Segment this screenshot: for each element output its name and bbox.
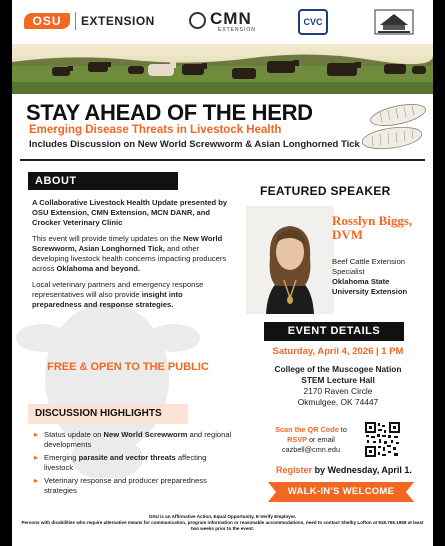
register-deadline — [256, 465, 432, 475]
list-item — [34, 430, 234, 449]
about-heading: ABOUT — [28, 172, 178, 190]
osu-extension-label: EXTENSION — [81, 14, 155, 28]
about-clinic: Crocker Veterinary Clinic — [32, 218, 123, 227]
speaker-title: Beef Cattle Extension Specialist — [332, 257, 406, 276]
legal-footer — [20, 514, 425, 533]
osu-logo: OSU — [24, 13, 70, 29]
about-intro-text: A Collaborative Livestock Health Update presented by — [32, 198, 228, 207]
about-p3-insight: insight into preparedness and response strategies. — [32, 290, 183, 309]
speaker-organization: Oklahoma State University Extension — [332, 277, 408, 296]
list-item — [34, 453, 234, 472]
event-location — [248, 364, 428, 408]
about-section — [32, 198, 234, 316]
about-p2-text: This event will provide timely updates on the — [32, 234, 184, 243]
event-street: 2170 Raven Circle — [303, 386, 373, 396]
page-subtitle: Emerging Disease Threats in Livestock Health — [29, 124, 282, 136]
list-item — [34, 476, 234, 495]
footer-line-2: Persons with disabilities who require alternative means for communication, program information or reasonable accommodations, need to contact Shelby Lofton at 918.756.1958 at least two weeks prior to the event. — [21, 520, 424, 532]
item-text-end: and regional developments — [44, 430, 232, 449]
about-conjunction: and — [194, 208, 211, 217]
cmn-logo-subtext: EXTENSION — [218, 27, 256, 33]
item-bold: New World Screwworm — [103, 430, 188, 439]
walk-ins-label: WALK-IN'S WELCOME — [287, 486, 395, 497]
logo-bar — [12, 6, 433, 36]
about-p3-text: Local veterinary partners and emergency response representatives will also provide — [32, 280, 204, 299]
about-partners: OSU Extension, CMN Extension, MCN DANR, — [32, 208, 195, 217]
walk-ins-welcome-banner — [268, 482, 414, 502]
page-title: STAY AHEAD OF THE HERD — [26, 100, 313, 125]
discussion-heading: DISCUSSION HIGHLIGHTS — [28, 404, 188, 424]
event-venue: College of the Muscogee Nation — [274, 364, 402, 374]
event-city: Okmulgee, OK 74447 — [297, 397, 379, 407]
item-text: Status update on — [44, 430, 104, 439]
about-paragraph-2 — [32, 234, 234, 274]
footer-line-1: OSU is an Affirmative Action, Equal Opportunity, E-Verify Employer. — [148, 514, 297, 519]
page-subtitle-secondary: Includes Discussion on New World Screwworm & Asian Longhorned Tick — [29, 139, 360, 150]
featured-speaker-heading: FEATURED SPEAKER — [260, 184, 391, 198]
cvc-logo: CVC — [298, 9, 328, 35]
speaker-portrait-photo — [246, 206, 334, 314]
about-p2-region: Oklahoma and beyond. — [56, 264, 141, 273]
discussion-list — [34, 430, 234, 499]
item-text: Veterinary response and producer preparedness strategies — [44, 476, 207, 495]
register-label: Register — [276, 465, 313, 475]
cmn-emblem-icon — [189, 12, 206, 29]
about-paragraph-1 — [32, 198, 234, 228]
rsvp-scan-text: Scan the QR Code — [275, 425, 339, 434]
about-p2-threats: New World Screwworm, Asian Longhorned Tick, — [32, 234, 223, 253]
free-admission-banner: FREE & OPEN TO THE PUBLIC — [47, 361, 209, 373]
item-bold: parasite and vector threats — [78, 453, 176, 462]
rsvp-email-link[interactable]: cazbell@cmn.edu — [281, 445, 341, 454]
register-date: by Wednesday, April 1. — [312, 465, 412, 475]
speaker-name: Rosslyn Biggs, DVM — [332, 213, 413, 242]
event-date: Saturday, April 4, 2026 | 1 PM — [272, 346, 404, 357]
section-divider — [20, 159, 425, 161]
logo-divider — [75, 12, 76, 30]
cattle-pasture-photo — [12, 44, 433, 94]
mcn-danr-seal-icon — [374, 9, 414, 35]
about-p2-text-2: and other developing livestock health concerns impacting producers across — [32, 244, 227, 273]
event-details-heading: EVENT DETAILS — [264, 322, 404, 341]
rsvp-label: RSVP — [287, 435, 307, 444]
rsvp-instructions — [262, 425, 360, 455]
item-text: Emerging — [44, 453, 79, 462]
rsvp-qr-code-icon[interactable] — [364, 421, 401, 458]
item-text-end: affecting livestock — [44, 453, 207, 472]
screwworm-larva-illustration — [358, 98, 430, 154]
cmn-logo-text: CMN — [210, 9, 252, 28]
rsvp-or-email: or email — [306, 435, 335, 444]
rsvp-to-text: to — [338, 425, 347, 434]
flyer-sheet — [12, 0, 433, 546]
about-paragraph-3 — [32, 280, 234, 310]
event-hall: STEM Lecture Hall — [301, 375, 375, 385]
